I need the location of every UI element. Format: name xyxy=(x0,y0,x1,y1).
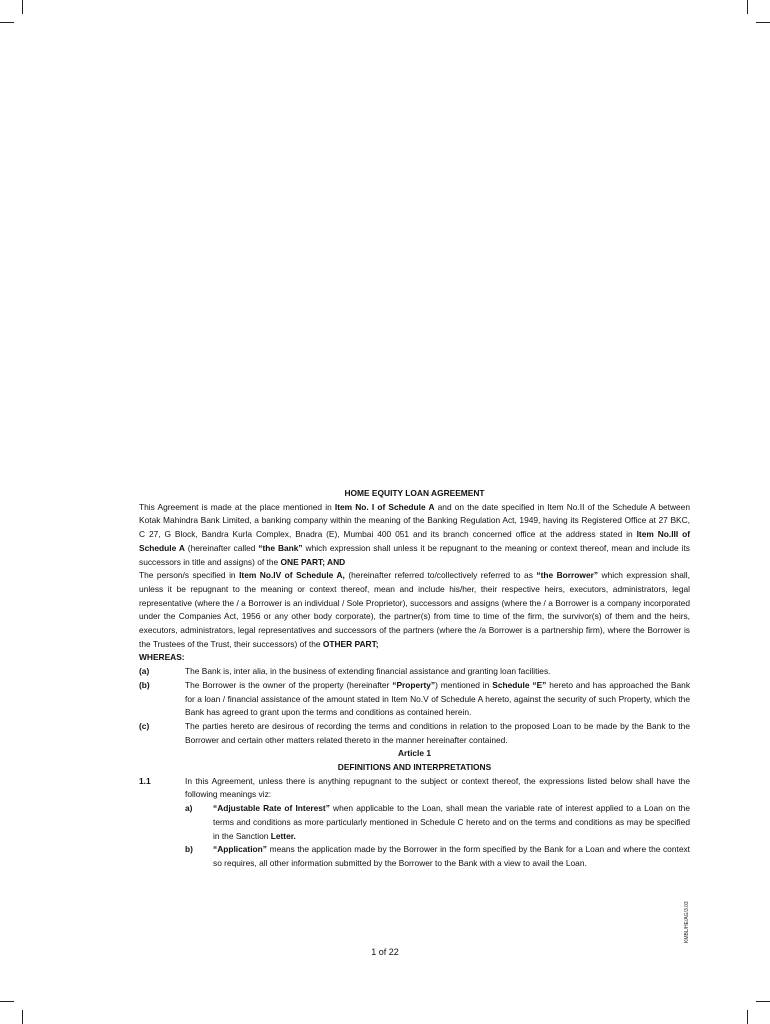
definition-b-term: “Application” xyxy=(213,844,267,855)
persons-paragraph xyxy=(139,569,690,651)
crop-mark-bottom-left-h xyxy=(0,1001,14,1002)
intro-text-3: (hereinafter called xyxy=(184,542,259,553)
whereas-heading: WHEREAS: xyxy=(139,652,185,663)
persons-text-1: The person/s specified in xyxy=(139,570,240,581)
recital-a xyxy=(139,665,690,679)
page-number: 1 of 22 xyxy=(371,947,399,957)
clause-1-1 xyxy=(139,775,690,802)
article-title: DEFINITIONS AND INTERPRETATIONS xyxy=(337,762,492,773)
document-code: KMBL/HE/AG/3.03 xyxy=(684,901,690,943)
recital-c-label: (c) xyxy=(139,720,150,731)
persons-bold-2: “the Borrower” xyxy=(536,570,599,581)
recital-b-bold-1: “Property” xyxy=(392,679,436,690)
recital-b xyxy=(139,679,690,720)
recital-b-bold-2: Schedule “E” xyxy=(492,679,547,690)
intro-paragraph xyxy=(139,501,690,570)
intro-text-4: which expression shall unless it be repugnant to the meaning or context thereof, mean and include its successors in title and assigns) of the xyxy=(139,542,690,567)
clause-1-1-text: In this Agreement, unless there is anything repugnant to the subject or context thereof, the expressions listed below shall have the following meanings viz: xyxy=(185,775,690,800)
crop-mark-bottom-left-v xyxy=(22,1010,23,1024)
recital-b-text-3: hereto and has approached the Bank for a loan / financial assistance of the amount stated in Item No.V of Schedule A hereto, against the security of such Property, which the Bank has agreed to grant upon the terms and conditions as contained herein. xyxy=(185,679,691,718)
crop-mark-bottom-right-v xyxy=(747,1010,748,1024)
intro-bold-3: “the Bank” xyxy=(258,542,303,553)
clause-1-1-label: 1.1 xyxy=(139,775,151,786)
persons-text-3: which expression shall, unless it be repugnant to the meaning or context thereof, mean and include his/her, their respective heirs, executors, administrators, legal representative (where the / a Borrower is an individual / Sole Proprietor), successors and assigns (where the / a Borrower is a company incorporated under the Companies Act, 1956 or any other body corporate), the partner(s) from time to time of the firm, the survivor(s) of them and the heirs, executors, administrators, legal representatives and successors of the partners (where the /a Borrower is a partnership firm), where the Borrower is the Trustees of the Trust, their successors) of the xyxy=(139,570,690,649)
definition-a-text xyxy=(213,802,690,843)
definition-a-term: “Adjustable Rate of Interest” xyxy=(213,803,330,814)
intro-bold-1: Item No. I of Schedule A xyxy=(334,501,435,512)
definition-a-body: when applicable to the Loan, shall mean the variable rate of interest applied to a Loan on the terms and conditions as more particularly mentioned in Schedule C hereto and on the terms and conditions as may be specified in the Sanction xyxy=(213,803,690,841)
article-heading: Article 1 xyxy=(397,748,432,759)
definition-a xyxy=(185,802,690,843)
recital-a-text: The Bank is, inter alia, in the business of extending financial assistance and granting loan facilities. xyxy=(185,666,551,677)
crop-mark-bottom-right-h xyxy=(756,1001,770,1002)
definition-a-bold: Letter. xyxy=(270,830,296,841)
definition-b-text xyxy=(213,843,690,870)
recital-a-label: (a) xyxy=(139,666,150,677)
document-title: HOME EQUITY LOAN AGREEMENT xyxy=(344,488,485,498)
agreement-body xyxy=(139,487,690,871)
recital-b-text xyxy=(185,679,690,720)
intro-text-1: This Agreement is made at the place mentioned in xyxy=(139,501,335,512)
recital-c-text: The parties hereto are desirous of recording the terms and conditions in relation to the proposed Loan to be made by the Bank to the Borrower and certain other matters related thereto in the manner hereinafter contained. xyxy=(185,720,690,745)
intro-bold-2: Item No.III of Schedule A xyxy=(139,529,690,553)
definition-b xyxy=(185,843,690,870)
persons-text-2: (hereinafter referred to/collectively referred to as xyxy=(344,570,537,581)
intro-bold-4: ONE PART; AND xyxy=(280,556,346,567)
persons-bold-1: Item No.IV of Schedule A, xyxy=(239,570,345,581)
definition-b-label: b) xyxy=(185,844,193,855)
persons-bold-3: OTHER PART; xyxy=(322,638,379,649)
definition-b-body: means the application made by the Borrower in the form specified by the Bank for a Loan and where the context so requires, all other information submitted by the Borrower to the Bank with a view to avail the Loan. xyxy=(213,844,690,868)
crop-mark-top-left-h xyxy=(0,22,14,23)
definition-a-label: a) xyxy=(185,803,193,814)
recital-b-text-1: The Borrower is the owner of the property (hereinafter xyxy=(185,679,393,690)
intro-text-2: and on the date specified in Item No.II of the Schedule A between Kotak Mahindra Bank Limited, a banking company within the meaning of the Banking Regulation Act, 1949, having its Registered Office at 27 BKC, C 27, G Block, Bandra Kurla Complex, Bnadra (E), Mumbai 400 051 and its branch concerned office at the address stated in xyxy=(139,501,690,540)
recital-b-text-2: ) mentioned in xyxy=(435,679,493,690)
crop-mark-top-right-h xyxy=(756,22,770,23)
recital-b-label: (b) xyxy=(139,679,150,690)
crop-mark-top-left-v xyxy=(22,0,23,14)
recital-c xyxy=(139,720,690,747)
crop-mark-top-right-v xyxy=(747,0,748,14)
